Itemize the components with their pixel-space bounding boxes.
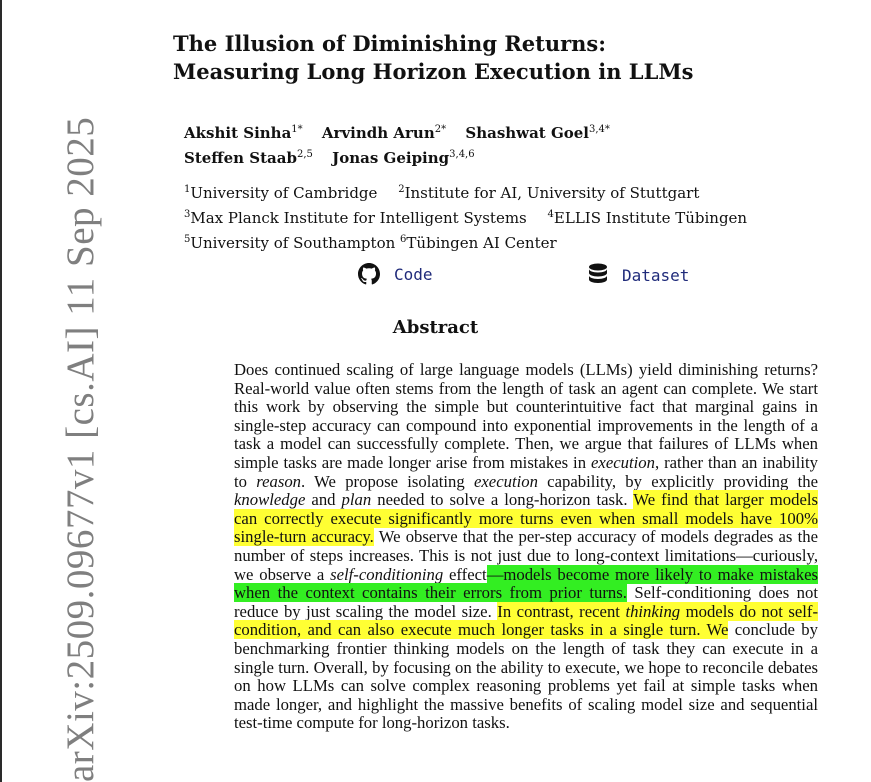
dataset-link-label[interactable]: Dataset	[622, 265, 690, 285]
highlight-yellow: We find that larger models can correctly execute significantly more turns even when small models have 100% single-turn accuracy.	[234, 490, 818, 547]
dataset-link[interactable]	[588, 263, 689, 287]
affiliation: $^6$Tübingen AI Center	[400, 234, 557, 252]
affiliation: $^1$University of Cambridge	[184, 184, 378, 202]
title-line-1: The Illusion of Diminishing Returns:	[173, 31, 607, 56]
arxiv-identifier: arXiv:2509.09677v1 [cs.AI] 11 Sep 2025	[59, 116, 102, 782]
affiliation: $^2$Institute for AI, University of Stuttgart	[398, 184, 700, 202]
author-name: Arvindh Arun$^{2*}$	[321, 124, 447, 142]
affiliation: $^3$Max Planck Institute for Intelligent Systems	[184, 209, 527, 227]
author-list	[184, 119, 784, 169]
database-icon	[588, 263, 608, 287]
highlight-yellow: In contrast, recent thinking models do not self-condition, and can also execute much longer tasks in a single turn. We	[234, 601, 819, 640]
highlight-green: —models become more likely to make mistakes when the context contains their errors from prior turns.	[234, 564, 818, 603]
affiliation-list	[184, 179, 824, 254]
title-line-2: Measuring Long Horizon Execution in LLMs	[173, 59, 694, 84]
author-name: Jonas Geiping$^{3,4,6}$	[332, 149, 475, 167]
abstract-heading: Abstract	[392, 317, 479, 338]
affiliation: $^4$ELLIS Institute Tübingen	[547, 209, 748, 227]
code-link[interactable]	[358, 263, 433, 285]
affiliation: $^5$University of Southampton	[184, 234, 396, 252]
code-link-label[interactable]: Code	[394, 264, 433, 284]
abstract-body: Does continued scaling of large language models (LLMs) yield diminishing returns? Real-world value often stems from the length of task an agent can complete. We start this work by observing the simple but counterintuitive fact that marginal gains in single-step accuracy can compound into exponential improvements in the length of a task a model can successfully complete. Then, we argue that failures of LLMs when simple tasks are made longer arise from mistakes in execution, rather than an inability to reason. We propose isolating execution capability, by explicitly providing the knowledge and plan needed to solve a long-horizon task. We find that larger models can correctly execute significantly more turns even when small models have 100% single-turn accuracy. We observe that the per-step accuracy of models degrades as the number of steps increases. This is not just due to long-context limitations—curiously, we observe a self-conditioning effect—models become more likely to make mistakes when the context contains their errors from prior turns. Self-conditioning does not reduce by just scaling the model size. In contrast, recent thinking models do not self-condition, and can also execute much longer tasks in a single turn. We conclude by benchmarking frontier thinking models on the length of task they can execute in a single turn. Overall, by focusing on the ability to execute, we hope to reconcile debates on how LLMs can solve complex reasoning problems yet fail at simple tasks when made longer, and highlight the massive benefits of scaling model size and sequential test-time compute for long-horizon tasks.	[234, 360, 819, 733]
author-name: Shashwat Goel$^{3,4*}$	[465, 124, 610, 142]
paper-title	[173, 30, 773, 86]
author-name: Akshit Sinha$^{1*}$	[184, 124, 303, 142]
author-name: Steffen Staab$^{2,5}$	[184, 149, 313, 167]
github-icon	[358, 263, 380, 285]
page-left-border	[0, 0, 2, 782]
